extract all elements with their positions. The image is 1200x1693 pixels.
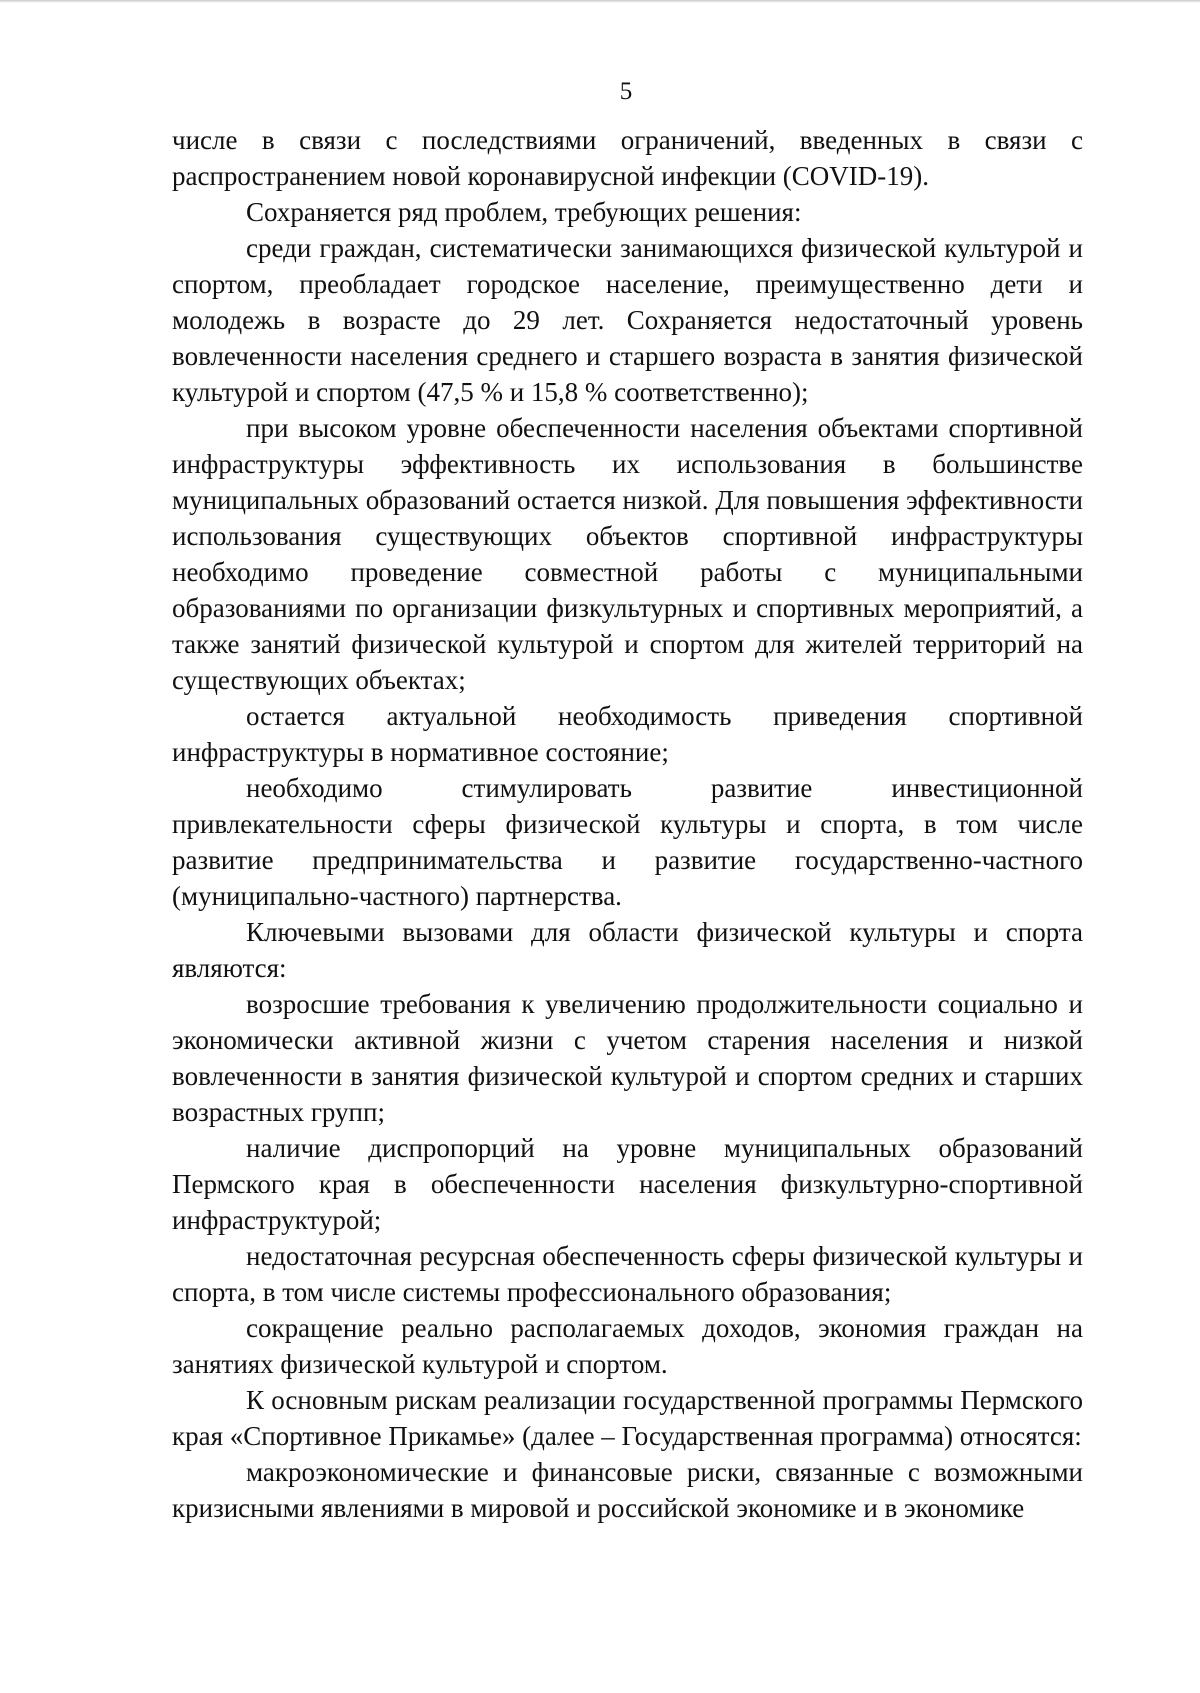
paragraph: макроэкономические и финансовые риски, связанные с возможными кризисными явлениями в мировой и российской экономике и в экономике	[172, 1457, 1083, 1523]
paragraph: числе в связи с последствиями ограничений, введенных в связи с распространением новой коронавирусной инфекции (COVID-19).	[172, 125, 1083, 191]
paragraph: среди граждан, систематически занимающихся физической культурой и спортом, преобладает городское население, преимущественно дети и молодежь в возрасте до 29 лет. Сохраняется недостаточный уровень вовлеченности населения среднего и старшего возраста в занятия физической культурой и спортом (47,5 % и 15,8 % соответственно);	[172, 233, 1083, 407]
paragraph: Ключевыми вызовами для области физической культуры и спорта являются:	[172, 917, 1083, 983]
page-number: 5	[619, 78, 633, 105]
paragraph: при высоком уровне обеспеченности населения объектами спортивной инфраструктуры эффективность их использования в большинстве муниципальных образований остается низкой. Для повышения эффективности использования существующих объектов спортивной инфраструктуры необходимо проведение совместной работы с муниципальными образованиями по организации физкультурных и спортивных мероприятий, а также занятий физической культурой и спортом для жителей территорий на существующих объектах;	[172, 413, 1083, 695]
paragraph: К основным рискам реализации государственной программы Пермского края «Спортивное Прикамье» (далее – Государственная программа) относятся:	[172, 1385, 1083, 1451]
paragraph: недостаточная ресурсная обеспеченность сферы физической культуры и спорта, в том числе системы профессионального образования;	[172, 1241, 1083, 1307]
paragraph: необходимо стимулировать развитие инвестиционной привлекательности сферы физической культуры и спорта, в том числе развитие предпринимательства и развитие государственно-частного (муниципально-частного) партнерства.	[172, 773, 1083, 911]
paragraph: Сохраняется ряд проблем, требующих решения:	[246, 197, 802, 227]
scan-edge	[0, 0, 1200, 3]
paragraph: остается актуальной необходимость приведения спортивной инфраструктуры в нормативное состояние;	[172, 701, 1083, 767]
document-body	[172, 122, 1083, 1526]
paragraph: сокращение реально располагаемых доходов, экономия граждан на занятиях физической культурой и спортом.	[172, 1313, 1083, 1379]
paragraph: наличие диспропорций на уровне муниципальных образований Пермского края в обеспеченности населения физкультурно-спортивной инфраструктурой;	[172, 1133, 1083, 1235]
paragraph: возросшие требования к увеличению продолжительности социально и экономически активной жизни с учетом старения населения и низкой вовлеченности в занятия физической культурой и спортом средних и старших возрастных групп;	[172, 989, 1083, 1127]
